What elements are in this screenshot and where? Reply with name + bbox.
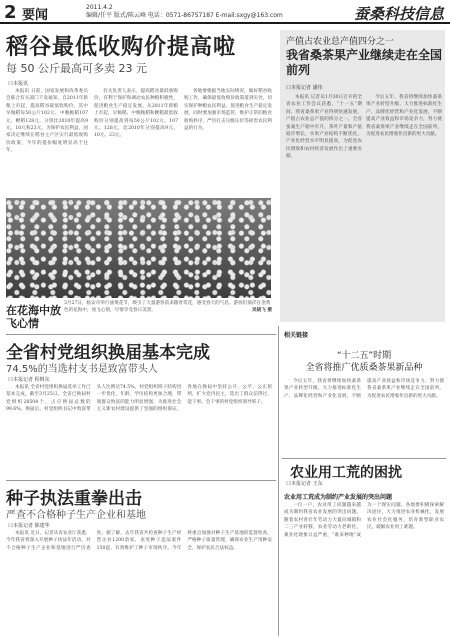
byline: 口本报记者 王东 — [286, 481, 323, 487]
article-body: 今后五年，我省将继续加快桑茶果产业转型升级，大力推进标准化生产、品牌化经营和产业化发展，不断提高产业效益和市场竞争力，努力使我省桑茶果产业继续走在全国前列，为促进农民增收作出新的更大贡献。 — [284, 379, 444, 399]
divider — [6, 480, 276, 481]
photo-credit: 吴晓飞 摄 — [252, 308, 272, 313]
flower-field-photo — [6, 198, 271, 298]
edition-meta — [86, 4, 283, 20]
article-body: 本报讯 全省村党组织换届选举工作已基本完成。截至3月25日，全省已换届村党组织28504个，占应换届总数的99.6%。换届后，村党组织书记中致富带头人比例达74.5%，村党组织班子结构进一步优化，年龄、学历结构更加合理，带领群众致富的能力明显增强，为推进社会主义新农村建设提供了坚强的组织保证。各地在换届中坚持公开、公平、公正原则，扩大党内民主，选出了群众信得过、能干事、会干事的村党组织领导班子。 — [6, 385, 272, 413]
section-title: 要闻 — [22, 8, 49, 23]
column-divider — [278, 326, 279, 636]
article-body: 本报讯 日前，国家发展和改革委员会联合有关部门下发通知，自2011年新粮上市起，提高稻谷最低收购价，其中早籼稻每50公斤102元、中晚籼稻107元、粳稻128元，分别比2010年提高9元、10元和23元。为保护农民利益，国家决定继续在稻谷主产区实行最低收购价政策，今年的提价幅度明显高于往年。 — [6, 89, 88, 154]
headline-labor-shortage: 农业用工荒的困扰 — [290, 465, 402, 481]
byline: 口本报记者 陈建华 — [8, 523, 50, 529]
article-body: 本报讯 记者从1月30日召开的全省农业工作会议获悉，“十一五”期间，我省桑茶果产业得到快速发展，产值占农业总产值的四分之一。全省蚕桑生产稳中有升，茶叶产量和产值稳步增长，水果产业结构不断优化，产业化经营水平明显提高，为促进农民增收和农村经济发展作出了重要贡献。 — [286, 95, 362, 160]
byline: 口本报记者 程继东 — [8, 377, 50, 383]
related-links-tag: 相关链接 — [284, 332, 309, 339]
feature-supertitle: 产值占农业总产值四分之一 — [286, 37, 395, 47]
sidebar-headline-line2: 全省将推广优质桑茶果新品种 — [305, 363, 423, 373]
sidebar-headline — [284, 350, 444, 374]
headline-seed-enforcement: 种子执法重拳出击 — [6, 489, 142, 509]
article-body: 各地要根据当地实际情况，做好稻谷收购工作，确保最低收购价政策落到实处，切实保护种粮农民利益，促进粮食生产稳定发展。同时要加强市场监管，维护正常的粮食收购秩序，严厉打击压级压价等损害农民利益的行为。 — [184, 89, 272, 132]
byline: 口本报记者 潘伟 — [286, 85, 323, 91]
article-body: 一位一户，农业用工问题越来越成为制约我省农业发展的突出问题。随着农村青壮年劳动力大量向城镇和二三产业转移，农业劳动力老龄化、兼业化现象日益严重，“谁来种地”成为一个现实问题。各地要积极探索解决途径，大力推进农业机械化，发展农业社会化服务，培育新型职业农民，破解农业用工难题。 — [284, 503, 444, 538]
article-body: 有关负责人表示，提高稻谷最低收购价，有利于保护和调动农民种粮积极性，促进粮食生产稳定发展。从2011年新粮上市起，早籼稻、中晚籼稻和粳稻最低收购价分别提高到每50公斤102元、107元、128元，比2010年分别提高9元、10元、23元。 — [94, 89, 178, 139]
photo-caption-title: 在花海中放飞心情 — [6, 304, 61, 330]
labor-shortage-subhead: 农业用工荒成为制约产业发展的突出问题 — [284, 494, 393, 501]
photo-caption — [64, 300, 272, 314]
newspaper-logo: 蚕桑科技信息 — [353, 5, 444, 23]
subheadline-seed-enforcement: 严查不合格种子生产企业和基地 — [6, 510, 146, 521]
article-body: 今后五年，我省将继续加快桑茶果产业转型升级，大力推进标准化生产、品牌化经营和产业化发展，不断提高产业效益和市场竞争力，努力使我省桑茶果产业继续走在全国前列，为促进农民增收作出新的更大贡献。 — [366, 95, 442, 138]
sidebar-headline-line1: “十二五”时期 — [336, 351, 392, 361]
headline-village-election: 全省村党组织换届基本完成 — [6, 343, 210, 363]
feature-headline: 我省桑茶果产业继续走在全国前列 — [286, 48, 443, 77]
page-number: 2 — [4, 2, 17, 23]
divider — [6, 334, 276, 335]
subheadline-village-election: 74.5%的当选村支书是致富带头人 — [6, 364, 158, 375]
issue-date: 2011.4.2 — [86, 4, 113, 11]
byline: 口本报讯 — [8, 81, 29, 87]
headline-rice-price: 稻谷最低收购价提高啦 — [6, 35, 237, 60]
subheadline-rice-price: 每 50 公斤最高可多卖 23 元 — [6, 62, 147, 75]
article-body: 本报讯 近日，记者从省农业厅获悉，今年我省将深入开展种子执法年活动，对不合格种子生产企业和基地进行严厉查处。据了解，去年我省共检查种子生产经营企业1200余家，查处种子违法案件150起，有效维护了种子市场秩序。今年将重点加强对种子生产基地的监督检查，严格种子质量管理，确保农业生产用种安全，保护农民合法权益。 — [6, 531, 272, 551]
divider — [282, 458, 446, 459]
masthead — [0, 0, 450, 24]
photo-caption-text: 3月27日，临安市举行油菜花节，吸引了大量游客前来踏青赏花，感受春天的气息。游客们徜徉在金黄色的花海中，放飞心情，尽情享受春日美景。 — [64, 301, 271, 313]
editor-contact: 编辑/任平 版式/陈云峰 电话：0571-86757187 E-mail:sxgy@163.com — [86, 12, 283, 19]
